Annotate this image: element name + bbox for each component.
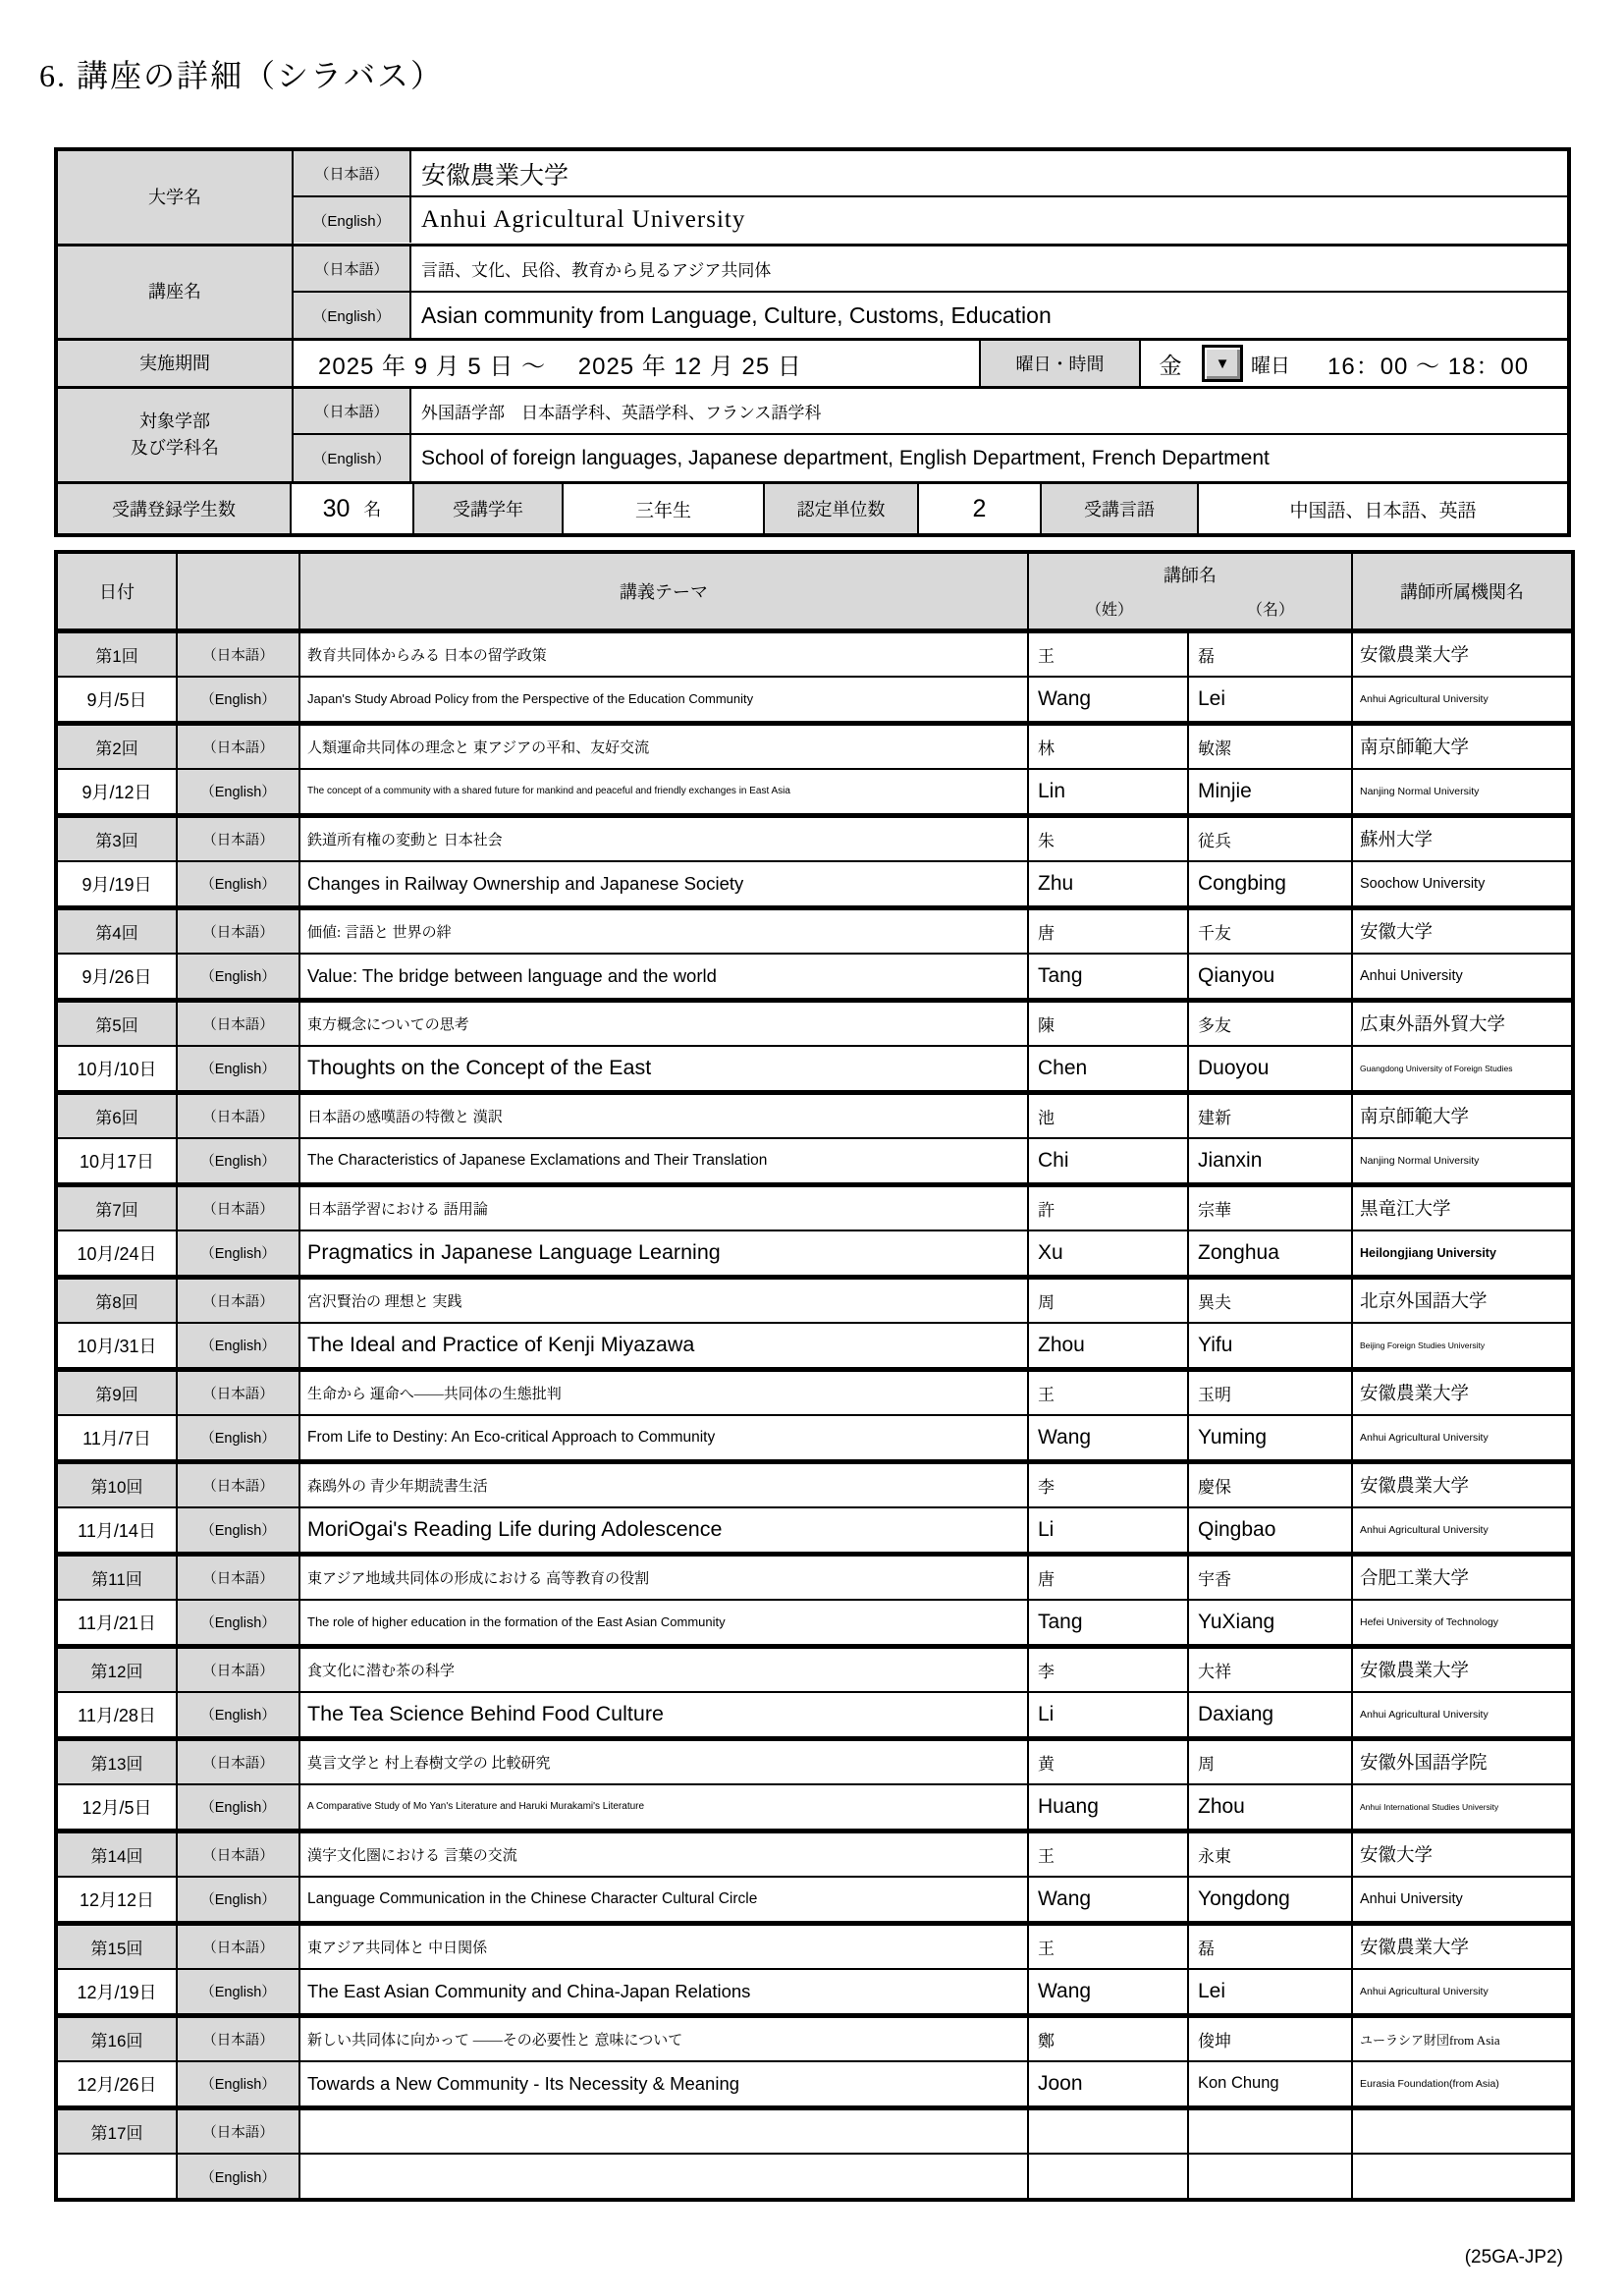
- lecturer-institution-jp: 安徽農業大学: [1352, 1923, 1573, 1969]
- lecturer-institution-en: [1352, 2154, 1573, 2200]
- lecture-row-en: [56, 2061, 1573, 2107]
- lang-tag-english: （English）: [177, 861, 299, 907]
- lang-tag-japanese: （日本語）: [177, 1092, 299, 1138]
- lecture-row-jp: [56, 1461, 1573, 1507]
- lecture-no: 第3回: [56, 815, 177, 861]
- lecturer-surname-jp: 周: [1028, 1277, 1188, 1323]
- lecturer-given-jp: [1188, 2107, 1352, 2154]
- lecture-theme-en: Value: The bridge between language and the world: [299, 954, 1028, 1000]
- lecture-theme-en: The Characteristics of Japanese Exclamations and Their Translation: [299, 1138, 1028, 1184]
- lecture-row-en: [56, 769, 1573, 815]
- lecture-row-jp: [56, 1369, 1573, 1415]
- lecture-theme-jp: 生命から 運命へ――共同体の生態批判: [299, 1369, 1028, 1415]
- lecturer-surname-en: Li: [1028, 1692, 1188, 1738]
- lecturer-institution-en: Soochow University: [1352, 861, 1573, 907]
- lang-tag-japanese: （日本語）: [177, 1646, 299, 1692]
- day-time-value: [1141, 341, 1567, 386]
- lecture-date: 11月/21日: [56, 1600, 177, 1646]
- lecturer-surname-jp: 朱: [1028, 815, 1188, 861]
- course-section: [58, 246, 1567, 341]
- lecture-row-en: [56, 1230, 1573, 1277]
- lang-tag-japanese: （日本語）: [177, 723, 299, 769]
- lecturer-institution-jp: 南京師範大学: [1352, 1092, 1573, 1138]
- lecture-row-jp: [56, 2015, 1573, 2061]
- lecturer-surname-jp: 唐: [1028, 1554, 1188, 1600]
- lecturer-given-jp: 異夫: [1188, 1277, 1352, 1323]
- lecture-row-jp: [56, 1554, 1573, 1600]
- lecture-date: 10月/24日: [56, 1230, 177, 1277]
- period-section: [58, 341, 1567, 389]
- lang-tag-english: （English）: [177, 2154, 299, 2200]
- lecturer-surname-en: Wang: [1028, 1969, 1188, 2015]
- lecturer-surname-jp: 王: [1028, 1831, 1188, 1877]
- lecturer-surname-en: Zhou: [1028, 1323, 1188, 1369]
- lecture-theme-jp: 宮沢賢治の 理想と 実践: [299, 1277, 1028, 1323]
- lecturer-given-jp: 大祥: [1188, 1646, 1352, 1692]
- university-name-jp: 安徽農業大学: [421, 162, 569, 190]
- lecture-theme-jp: 東アジア共同体と 中日関係: [299, 1923, 1028, 1969]
- lecturer-surname-en: [1028, 2154, 1188, 2200]
- header-lecturer: [1028, 552, 1352, 630]
- lecture-theme-en: MoriOgai's Reading Life during Adolescence: [299, 1507, 1028, 1554]
- lecturer-given-en: Minjie: [1188, 769, 1352, 815]
- enrollment-count: [292, 484, 414, 533]
- lecturer-surname-jp: 李: [1028, 1461, 1188, 1507]
- lecture-row-jp: [56, 1738, 1573, 1784]
- lecturer-given-jp: 従兵: [1188, 815, 1352, 861]
- credits-label: 認定単位数: [765, 484, 919, 533]
- lang-tag-english: （English）: [177, 1230, 299, 1277]
- lecturer-given-en: [1188, 2154, 1352, 2200]
- lecture-row-en: [56, 2154, 1573, 2200]
- lecture-row-en: [56, 1323, 1573, 1369]
- page-title: 6. 講座の詳細（シラバス）: [39, 58, 445, 93]
- lang-tag-english: （English）: [177, 1969, 299, 2015]
- lecture-theme-en: A Comparative Study of Mo Yan's Literature and Haruki Murakami's Literature: [299, 1784, 1028, 1831]
- lang-tag-japanese: （日本語）: [177, 1923, 299, 1969]
- course-label: 講座名: [58, 246, 294, 338]
- lecturer-given-jp: 周: [1188, 1738, 1352, 1784]
- lecturer-surname-en: Xu: [1028, 1230, 1188, 1277]
- lecture-no: 第2回: [56, 723, 177, 769]
- lecture-theme-jp: 東方概念についての思考: [299, 1000, 1028, 1046]
- lecturer-given-jp: 永東: [1188, 1831, 1352, 1877]
- lang-tag-english: （English）: [294, 197, 411, 243]
- lecturer-institution-en: Anhui Agricultural University: [1352, 1507, 1573, 1554]
- lang-tag-english: （English）: [177, 1507, 299, 1554]
- lecturer-surname-jp: 林: [1028, 723, 1188, 769]
- lang-tag-japanese: （日本語）: [177, 1000, 299, 1046]
- lang-tag-japanese: （日本語）: [177, 1277, 299, 1323]
- lecturer-institution-jp: ユーラシア財団from Asia: [1352, 2015, 1573, 2061]
- period-label: 実施期間: [58, 341, 294, 386]
- lecturer-surname-en: Chen: [1028, 1046, 1188, 1092]
- lecturer-institution-en: Beijing Foreign Studies University: [1352, 1323, 1573, 1369]
- lecture-date: 12月12日: [56, 1877, 177, 1923]
- lecture-date: [56, 2154, 177, 2200]
- lecturer-given-jp: 慶保: [1188, 1461, 1352, 1507]
- lecturer-given-jp: 磊: [1188, 1923, 1352, 1969]
- lang-tag-english: （English）: [177, 2061, 299, 2107]
- lecturer-institution-en: Heilongjiang University: [1352, 1230, 1573, 1277]
- lecture-theme-en: The East Asian Community and China-Japan Relations: [299, 1969, 1028, 2015]
- lecturer-surname-jp: 王: [1028, 1923, 1188, 1969]
- lecturer-given-en: Zhou: [1188, 1784, 1352, 1831]
- lecturer-given-en: Zonghua: [1188, 1230, 1352, 1277]
- faculty-name-en: School of foreign languages, Japanese department, English Department, French Department: [421, 446, 1270, 469]
- header-given: （名）: [1246, 602, 1294, 620]
- lecturer-institution-jp: 蘇州大学: [1352, 815, 1573, 861]
- lecture-theme-en: Language Communication in the Chinese Character Cultural Circle: [299, 1877, 1028, 1923]
- lecturer-given-jp: 敏潔: [1188, 723, 1352, 769]
- university-label: 大学名: [58, 151, 294, 244]
- lang-tag-japanese: （日本語）: [177, 815, 299, 861]
- lecture-no: 第12回: [56, 1646, 177, 1692]
- period-value: 2025 年 9 月 5 日 ～ 2025 年 12 月 25 日: [294, 341, 981, 386]
- lecturer-given-en: YuXiang: [1188, 1600, 1352, 1646]
- lecturer-given-en: Yuming: [1188, 1415, 1352, 1461]
- lang-tag-japanese: （日本語）: [177, 2107, 299, 2154]
- lecturer-institution-jp: 安徽農業大学: [1352, 1646, 1573, 1692]
- lecture-theme-jp: 漢字文化圏における 言葉の交流: [299, 1831, 1028, 1877]
- lang-tag-english: （English）: [177, 954, 299, 1000]
- lecture-date: 9月/5日: [56, 677, 177, 723]
- lecture-row-jp: [56, 1092, 1573, 1138]
- lang-tag-english: （English）: [294, 293, 411, 338]
- header-institution: 講師所属機関名: [1352, 552, 1573, 630]
- lecturer-surname-jp: 王: [1028, 630, 1188, 677]
- lecturer-surname-jp: 許: [1028, 1184, 1188, 1230]
- lang-tag-english: （English）: [177, 1415, 299, 1461]
- lecturer-institution-jp: 合肥工業大学: [1352, 1554, 1573, 1600]
- lecture-no: 第15回: [56, 1923, 177, 1969]
- lecturer-institution-jp: 安徽大学: [1352, 1831, 1573, 1877]
- lecture-row-jp: [56, 1184, 1573, 1230]
- lecture-theme-jp: 価値: 言語と 世界の絆: [299, 907, 1028, 954]
- lecturer-surname-jp: 黄: [1028, 1738, 1188, 1784]
- lecture-no: 第13回: [56, 1738, 177, 1784]
- lecture-no: 第5回: [56, 1000, 177, 1046]
- lecture-theme-en: Japan's Study Abroad Policy from the Perspective of the Education Community: [299, 677, 1028, 723]
- lecturer-given-jp: 宇香: [1188, 1554, 1352, 1600]
- lecturer-given-en: Kon Chung: [1188, 2061, 1352, 2107]
- lecturer-institution-jp: 安徽農業大学: [1352, 630, 1573, 677]
- lecturer-institution-jp: 北京外国語大学: [1352, 1277, 1573, 1323]
- lecturer-surname-jp: [1028, 2107, 1188, 2154]
- lecturer-given-en: Yongdong: [1188, 1877, 1352, 1923]
- lecture-row-en: [56, 1692, 1573, 1738]
- course-name-jp: 言語、文化、民俗、教育から見るアジア共同体: [421, 261, 772, 280]
- lang-tag-english: （English）: [177, 1784, 299, 1831]
- lecturer-given-jp: 建新: [1188, 1092, 1352, 1138]
- lecturer-surname-jp: 陳: [1028, 1000, 1188, 1046]
- lecture-no: 第8回: [56, 1277, 177, 1323]
- lecture-row-en: [56, 1877, 1573, 1923]
- lang-tag-japanese: （日本語）: [294, 389, 411, 433]
- lang-tag-english: （English）: [177, 677, 299, 723]
- lecture-row-jp: [56, 2107, 1573, 2154]
- lang-tag-english: （English）: [177, 1692, 299, 1738]
- lecturer-institution-jp: 黒竜江大学: [1352, 1184, 1573, 1230]
- lecture-no: 第17回: [56, 2107, 177, 2154]
- university-name-en: Anhui Agricultural University: [421, 206, 746, 233]
- lecture-date: 11月/28日: [56, 1692, 177, 1738]
- lecturer-institution-jp: 安徽農業大学: [1352, 1369, 1573, 1415]
- lecture-theme-jp: 東アジア地域共同体の形成における 高等教育の役割: [299, 1554, 1028, 1600]
- lecturer-institution-jp: 安徽大学: [1352, 907, 1573, 954]
- lecturer-surname-en: Tang: [1028, 1600, 1188, 1646]
- lecture-row-en: [56, 954, 1573, 1000]
- lecture-theme-jp: 教育共同体からみる 日本の留学政策: [299, 630, 1028, 677]
- lecturer-given-en: Duoyou: [1188, 1046, 1352, 1092]
- lecture-row-en: [56, 1046, 1573, 1092]
- lecturer-given-en: Daxiang: [1188, 1692, 1352, 1738]
- lecture-date: 10月/31日: [56, 1323, 177, 1369]
- header-theme: 講義テーマ: [299, 552, 1028, 630]
- lecture-date: 12月/19日: [56, 1969, 177, 2015]
- lecture-row-jp: [56, 1831, 1573, 1877]
- lecture-row-jp: [56, 630, 1573, 677]
- header-lecturer-title: 講師名: [1164, 566, 1217, 586]
- university-section: [58, 151, 1567, 246]
- header-date: 日付: [56, 552, 177, 630]
- lecturer-institution-en: Anhui International Studies University: [1352, 1784, 1573, 1831]
- lang-tag-english: （English）: [177, 1046, 299, 1092]
- lang-tag-japanese: （日本語）: [177, 1554, 299, 1600]
- weekday-select-value[interactable]: 金: [1159, 353, 1182, 378]
- lecture-theme-en: [299, 2154, 1028, 2200]
- lecture-theme-jp: 新しい共同体に向かって ――その必要性と 意味について: [299, 2015, 1028, 2061]
- lecturer-institution-en: Nanjing Normal University: [1352, 769, 1573, 815]
- lecturer-surname-en: Lin: [1028, 769, 1188, 815]
- lang-tag-japanese: （日本語）: [294, 151, 411, 195]
- lecture-row-en: [56, 1600, 1573, 1646]
- lecturer-institution-en: Anhui University: [1352, 954, 1573, 1000]
- lecturer-institution-jp: 広東外語外貿大学: [1352, 1000, 1573, 1046]
- lang-tag-japanese: （日本語）: [177, 907, 299, 954]
- lecture-theme-en: From Life to Destiny: An Eco-critical Approach to Community: [299, 1415, 1028, 1461]
- lecture-date: 10月17日: [56, 1138, 177, 1184]
- lecture-row-en: [56, 861, 1573, 907]
- lecturer-given-jp: 多友: [1188, 1000, 1352, 1046]
- enrollment-count-number: 30: [322, 494, 351, 522]
- lang-tag-english: （English）: [177, 1138, 299, 1184]
- lecturer-surname-jp: 唐: [1028, 907, 1188, 954]
- lecturer-institution-en: Nanjing Normal University: [1352, 1138, 1573, 1184]
- lecture-theme-en: Thoughts on the Concept of the East: [299, 1046, 1028, 1092]
- lecturer-surname-en: Wang: [1028, 1877, 1188, 1923]
- lecturer-institution-en: Anhui Agricultural University: [1352, 1969, 1573, 2015]
- lecture-date: 10月/10日: [56, 1046, 177, 1092]
- course-info-table: [54, 147, 1571, 537]
- lang-tag-japanese: （日本語）: [177, 1184, 299, 1230]
- lecturer-given-jp: 磊: [1188, 630, 1352, 677]
- lecture-schedule-table: [54, 550, 1575, 2202]
- lecturer-surname-jp: 鄭: [1028, 2015, 1188, 2061]
- lecturer-surname-jp: 李: [1028, 1646, 1188, 1692]
- faculty-name-jp: 外国語学部 日本語学科、英語学科、フランス語学科: [421, 404, 822, 422]
- enrollment-count-unit: 名: [363, 500, 382, 519]
- lecture-theme-jp: 日本語学習における 語用論: [299, 1184, 1028, 1230]
- lecturer-institution-en: Anhui University: [1352, 1877, 1573, 1923]
- lecture-row-en: [56, 1415, 1573, 1461]
- lecture-no: 第6回: [56, 1092, 177, 1138]
- lecture-theme-jp: 鉄道所有権の変動と 日本社会: [299, 815, 1028, 861]
- lang-tag-english: （English）: [177, 1600, 299, 1646]
- lang-tag-japanese: （日本語）: [177, 1738, 299, 1784]
- lecture-theme-en: Towards a New Community - Its Necessity & Meaning: [299, 2061, 1028, 2107]
- faculty-label-line2: 及び学科名: [131, 438, 219, 458]
- faculty-label: [58, 389, 294, 481]
- credits-value: 2: [919, 484, 1042, 533]
- lecture-theme-en: The role of higher education in the formation of the East Asian Community: [299, 1600, 1028, 1646]
- chevron-down-icon: ▼: [1215, 355, 1230, 372]
- lecture-row-jp: [56, 1646, 1573, 1692]
- lecture-no: 第11回: [56, 1554, 177, 1600]
- lang-tag-english: （English）: [177, 1323, 299, 1369]
- lecturer-surname-en: Wang: [1028, 677, 1188, 723]
- lecture-theme-jp: 日本語の感嘆語の特徴と 漢訳: [299, 1092, 1028, 1138]
- lecturer-institution-en: Anhui Agricultural University: [1352, 1692, 1573, 1738]
- lecture-date: 12月/26日: [56, 2061, 177, 2107]
- lecture-theme-jp: [299, 2107, 1028, 2154]
- lecture-date: 11月/14日: [56, 1507, 177, 1554]
- faculty-label-line1: 対象学部: [139, 411, 210, 431]
- lecture-theme-en: The Ideal and Practice of Kenji Miyazawa: [299, 1323, 1028, 1369]
- weekday-suffix: 曜日: [1251, 355, 1290, 377]
- lecture-no: 第4回: [56, 907, 177, 954]
- lecturer-institution-en: Anhui Agricultural University: [1352, 1415, 1573, 1461]
- lecture-no: 第16回: [56, 2015, 177, 2061]
- lecturer-given-jp: 千友: [1188, 907, 1352, 954]
- lecturer-surname-en: Li: [1028, 1507, 1188, 1554]
- lecture-row-jp: [56, 907, 1573, 954]
- lecturer-surname-jp: 王: [1028, 1369, 1188, 1415]
- lang-tag-japanese: （日本語）: [294, 246, 411, 291]
- lecture-theme-en: The Tea Science Behind Food Culture: [299, 1692, 1028, 1738]
- lecture-no: 第1回: [56, 630, 177, 677]
- year-label: 受講学年: [414, 484, 564, 533]
- lecture-row-jp: [56, 815, 1573, 861]
- lecture-row-jp: [56, 1277, 1573, 1323]
- lecture-no: 第7回: [56, 1184, 177, 1230]
- lecturer-institution-en: Guangdong University of Foreign Studies: [1352, 1046, 1573, 1092]
- lecture-theme-jp: 莫言文学と 村上春樹文学の 比較研究: [299, 1738, 1028, 1784]
- weekday-dropdown-button[interactable]: [1202, 345, 1243, 382]
- lang-tag-japanese: （日本語）: [177, 1831, 299, 1877]
- lecturer-institution-jp: 安徽外国語学院: [1352, 1738, 1573, 1784]
- lecture-row-jp: [56, 1923, 1573, 1969]
- header-blank: [177, 552, 299, 630]
- lecture-no: 第14回: [56, 1831, 177, 1877]
- lecturer-given-en: Yifu: [1188, 1323, 1352, 1369]
- lecture-row-en: [56, 1138, 1573, 1184]
- lecturer-given-jp: 玉明: [1188, 1369, 1352, 1415]
- lecture-row-jp: [56, 723, 1573, 769]
- lecture-date: 11月/7日: [56, 1415, 177, 1461]
- lecturer-given-en: Jianxin: [1188, 1138, 1352, 1184]
- lecture-row-en: [56, 1507, 1573, 1554]
- day-time-label: 曜日・時間: [981, 341, 1141, 386]
- lang-tag-japanese: （日本語）: [177, 1369, 299, 1415]
- enrollment-label: 受講登録学生数: [58, 484, 292, 533]
- lang-tag-english: （English）: [294, 435, 411, 481]
- lecturer-institution-en: Eurasia Foundation(from Asia): [1352, 2061, 1573, 2107]
- lecturer-institution-jp: [1352, 2107, 1573, 2154]
- faculty-section: [58, 389, 1567, 484]
- lecturer-surname-en: Zhu: [1028, 861, 1188, 907]
- lecture-no: 第9回: [56, 1369, 177, 1415]
- lecturer-surname-en: Joon: [1028, 2061, 1188, 2107]
- schedule-header-row: [56, 552, 1573, 630]
- lecture-row-en: [56, 677, 1573, 723]
- language-label: 受講言語: [1042, 484, 1199, 533]
- lecturer-given-jp: 宗華: [1188, 1184, 1352, 1230]
- lecturer-given-en: Lei: [1188, 1969, 1352, 2015]
- course-name-en: Asian community from Language, Culture, Customs, Education: [421, 301, 1052, 328]
- schedule-body: [56, 630, 1573, 2200]
- enrollment-section: [58, 484, 1567, 533]
- lecture-theme-en: Pragmatics in Japanese Language Learning: [299, 1230, 1028, 1277]
- lecturer-surname-en: Huang: [1028, 1784, 1188, 1831]
- time-range: 16：00 ～ 18：00: [1327, 353, 1530, 380]
- lecturer-institution-en: Anhui Agricultural University: [1352, 677, 1573, 723]
- lecture-row-en: [56, 1969, 1573, 2015]
- lecturer-surname-jp: 池: [1028, 1092, 1188, 1138]
- lecturer-institution-jp: 南京師範大学: [1352, 723, 1573, 769]
- lecturer-surname-en: Tang: [1028, 954, 1188, 1000]
- lecture-theme-en: The concept of a community with a shared future for mankind and peaceful and friendly exchanges in East Asia: [299, 769, 1028, 815]
- document-code: (25GA-JP2): [1464, 2247, 1563, 2268]
- lecturer-surname-en: Chi: [1028, 1138, 1188, 1184]
- lecturer-institution-en: Hefei University of Technology: [1352, 1600, 1573, 1646]
- lecture-row-en: [56, 1784, 1573, 1831]
- lecture-date: 9月/26日: [56, 954, 177, 1000]
- lecturer-given-en: Congbing: [1188, 861, 1352, 907]
- language-value: 中国語、日本語、英語: [1289, 500, 1477, 521]
- lecture-row-jp: [56, 1000, 1573, 1046]
- lecture-theme-jp: 森鴎外の 青少年期読書生活: [299, 1461, 1028, 1507]
- lecture-theme-en: Changes in Railway Ownership and Japanese Society: [299, 861, 1028, 907]
- lang-tag-english: （English）: [177, 1877, 299, 1923]
- lang-tag-japanese: （日本語）: [177, 630, 299, 677]
- lecturer-institution-jp: 安徽農業大学: [1352, 1461, 1573, 1507]
- header-surname: （姓）: [1085, 602, 1133, 620]
- lecture-theme-jp: 食文化に潜む茶の科学: [299, 1646, 1028, 1692]
- lecturer-given-en: Qingbao: [1188, 1507, 1352, 1554]
- lecturer-given-jp: 俊坤: [1188, 2015, 1352, 2061]
- lecturer-surname-en: Wang: [1028, 1415, 1188, 1461]
- lecturer-given-en: Qianyou: [1188, 954, 1352, 1000]
- lecture-date: 12月/5日: [56, 1784, 177, 1831]
- lecture-date: 9月/12日: [56, 769, 177, 815]
- lecturer-given-en: Lei: [1188, 677, 1352, 723]
- lecture-no: 第10回: [56, 1461, 177, 1507]
- lang-tag-japanese: （日本語）: [177, 1461, 299, 1507]
- lang-tag-english: （English）: [177, 769, 299, 815]
- lecture-theme-jp: 人類運命共同体の理念と 東アジアの平和、友好交流: [299, 723, 1028, 769]
- lecture-date: 9月/19日: [56, 861, 177, 907]
- lang-tag-japanese: （日本語）: [177, 2015, 299, 2061]
- year-value: 三年生: [564, 484, 765, 533]
